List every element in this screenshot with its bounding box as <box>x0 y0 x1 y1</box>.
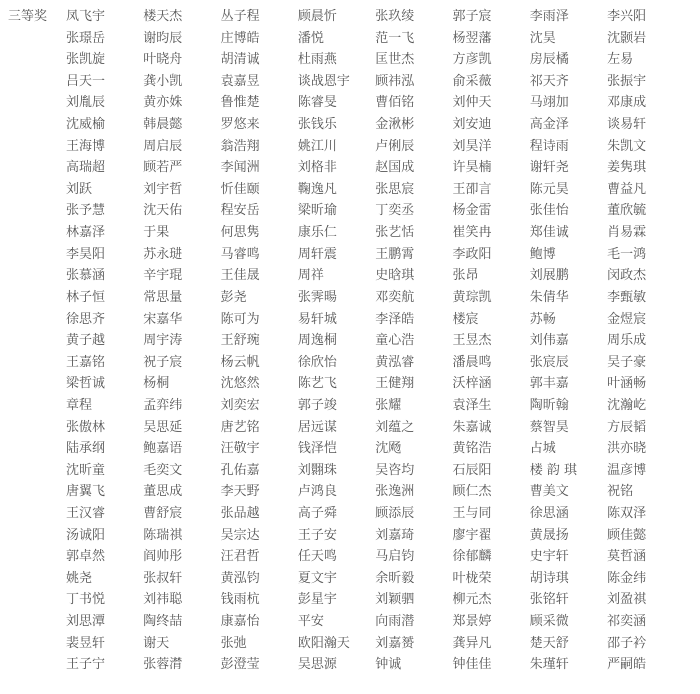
winner-name: 金煜宸 <box>607 311 647 327</box>
winner-name: 梁哲诚 <box>66 376 106 392</box>
winner-name: 王鹏霄 <box>375 246 415 262</box>
winner-name: 楚天舒 <box>529 635 569 651</box>
winner-name: 向雨潜 <box>375 614 415 630</box>
winner-name: 张铭轩 <box>529 592 569 608</box>
winner-name: 吴宗达 <box>220 527 260 543</box>
winner-name: 刘奕宏 <box>220 397 260 413</box>
winner-name: 闵政杰 <box>607 268 647 284</box>
winner-name: 徐欣怡 <box>297 354 337 370</box>
winner-name: 黄琮凯 <box>452 289 492 305</box>
winner-name: 刘祎聪 <box>143 592 183 608</box>
winner-name: 鞠逸凡 <box>297 181 337 197</box>
winner-name: 王健翔 <box>375 376 415 392</box>
winner-name: 曹益凡 <box>607 181 647 197</box>
winner-name: 宋嘉华 <box>143 311 183 327</box>
winner-name: 杜雨燕 <box>297 52 337 68</box>
winner-name: 任天鸣 <box>297 549 337 565</box>
winner-name: 刘颖驷 <box>375 592 415 608</box>
winner-name: 张耀 <box>375 397 402 413</box>
winner-name: 张璟岳 <box>66 30 106 46</box>
winner-name: 陈双泽 <box>607 506 647 522</box>
winner-name: 楼宸 <box>452 311 479 327</box>
winner-name: 周逸桐 <box>297 333 337 349</box>
winner-name: 沈昕童 <box>66 462 106 478</box>
winner-name: 沈昊 <box>529 30 556 46</box>
winner-name: 裴昱轩 <box>66 635 106 651</box>
winner-name: 刘翾珠 <box>297 462 337 478</box>
winner-name: 黄亦姝 <box>143 95 183 111</box>
winner-name: 胡诗琪 <box>529 570 569 586</box>
winner-name: 王子安 <box>297 527 337 543</box>
winner-name: 张品越 <box>220 506 260 522</box>
winner-name: 杨云帆 <box>220 354 260 370</box>
winner-name: 谈战恩宇 <box>297 73 350 89</box>
winner-name: 刘跃 <box>66 181 93 197</box>
winner-name: 祝子宸 <box>143 354 183 370</box>
winner-name: 匡世杰 <box>375 52 415 68</box>
winner-name: 刘昊洋 <box>452 138 492 154</box>
winner-name: 丁书悦 <box>66 592 106 608</box>
winner-name: 杨翌藩 <box>452 30 492 46</box>
winner-name: 刘伟嘉 <box>529 333 569 349</box>
winner-name: 许昊楠 <box>452 160 492 176</box>
winner-name: 李兴阳 <box>607 9 647 24</box>
winner-name: 陈瑞祺 <box>143 527 183 543</box>
winner-name: 陈艺飞 <box>297 376 337 392</box>
winner-name: 陆承纲 <box>66 441 106 457</box>
winner-name: 钟佳佳 <box>452 657 492 673</box>
winner-name: 林子恒 <box>66 289 106 305</box>
winner-name: 刘思潭 <box>66 614 106 630</box>
winner-name: 郭卓然 <box>66 549 106 565</box>
winner-name: 孟弈纬 <box>143 397 183 413</box>
winner-name: 楼天杰 <box>143 9 183 24</box>
winner-name: 曹舒宸 <box>143 506 183 522</box>
winner-name: 崔笑冉 <box>452 225 492 241</box>
winner-name: 余昕毅 <box>375 570 415 586</box>
winner-name: 姚江川 <box>297 138 337 154</box>
winner-name: 张叔轩 <box>143 570 183 586</box>
winner-name: 顾晨忻 <box>297 9 337 24</box>
winner-name: 王海博 <box>66 138 106 154</box>
winner-name: 刘安迪 <box>452 117 492 133</box>
winner-name: 张思宸 <box>375 181 415 197</box>
winner-name: 王与同 <box>452 506 492 522</box>
winner-name: 胡清诚 <box>220 52 260 68</box>
winner-name: 彭澄莹 <box>220 657 260 673</box>
winner-name: 李天野 <box>220 484 260 500</box>
winner-name: 黄晟扬 <box>529 527 569 543</box>
winner-name: 郑佳诚 <box>529 225 569 241</box>
winner-name: 卢俐辰 <box>375 138 415 154</box>
winner-name: 楼 韵 琪 <box>529 462 578 478</box>
winner-name: 吴咨均 <box>375 462 415 478</box>
winner-name: 廖宇翟 <box>452 527 492 543</box>
winner-name: 沈天佑 <box>143 203 183 219</box>
winner-name: 吴思源 <box>297 657 337 673</box>
winner-name: 刘嘉赟 <box>375 635 415 651</box>
winner-name: 罗悠来 <box>220 117 260 133</box>
winner-name: 顾祎泓 <box>375 73 415 89</box>
winner-name: 潘悦 <box>297 30 324 46</box>
winner-name: 庄博皓 <box>220 30 260 46</box>
winner-name: 王舒琬 <box>220 333 260 349</box>
winner-name: 钱泽恺 <box>297 441 337 457</box>
winner-name: 周祥 <box>297 268 324 284</box>
winner-name: 吴思延 <box>143 419 183 435</box>
winner-name: 邵子衿 <box>607 635 647 651</box>
winner-name: 顾佳懿 <box>607 527 647 543</box>
winner-name: 肖易霖 <box>607 225 647 241</box>
winner-name: 刘胤辰 <box>66 95 106 111</box>
winner-name: 谢天 <box>143 635 170 651</box>
winner-name: 姜隽琪 <box>607 160 647 176</box>
winner-name: 柳元杰 <box>452 592 492 608</box>
winner-name: 鲁惟楚 <box>220 95 260 111</box>
winner-name: 赵国成 <box>375 160 415 176</box>
winner-name: 周乐成 <box>607 333 647 349</box>
winner-name: 鲍博 <box>529 246 556 262</box>
winner-name: 卢鸿良 <box>297 484 337 500</box>
winner-name: 朱瑾轩 <box>529 657 569 673</box>
winner-name: 王汉睿 <box>66 506 106 522</box>
winner-name: 李闻洲 <box>220 160 260 176</box>
winner-name: 马翊加 <box>529 95 569 111</box>
winner-name: 平安 <box>297 614 324 630</box>
winner-name: 章程 <box>66 397 93 413</box>
winner-name: 张振宇 <box>607 73 647 89</box>
winner-name: 张逸洲 <box>375 484 415 500</box>
winner-name: 程安岳 <box>220 203 260 219</box>
winner-name: 洪亦晓 <box>607 441 647 457</box>
winner-name: 黄泓钧 <box>220 570 260 586</box>
winner-name: 凤飞宇 <box>66 9 106 24</box>
winner-name: 毛一鸿 <box>607 246 647 262</box>
winner-name: 莫哲涵 <box>607 549 647 565</box>
winner-name: 严嗣皓 <box>607 657 647 673</box>
winner-name: 彭星宇 <box>297 592 337 608</box>
winner-name: 张傲林 <box>66 419 106 435</box>
winner-name: 顾采微 <box>529 614 569 630</box>
winner-name: 郭子竣 <box>297 397 337 413</box>
winner-name: 阎帅彤 <box>143 549 183 565</box>
winner-name: 方彦凯 <box>452 52 492 68</box>
winner-name: 沈颢岩 <box>607 30 647 46</box>
winner-name: 马睿鸣 <box>220 246 260 262</box>
winner-name: 居远谋 <box>297 419 337 435</box>
winner-name: 刘宇哲 <box>143 181 183 197</box>
winner-name: 张钱乐 <box>297 117 337 133</box>
winner-name: 潘晨鸣 <box>452 354 492 370</box>
winner-name: 钟诚 <box>375 657 402 673</box>
winner-name: 吴子豪 <box>607 354 647 370</box>
winner-name: 康嘉怡 <box>220 614 260 630</box>
winner-name: 顾若严 <box>143 160 183 176</box>
winner-name: 朱凯文 <box>607 138 647 154</box>
winner-name: 张玖绫 <box>375 9 415 24</box>
winner-name: 唐翼飞 <box>66 484 106 500</box>
winner-name: 常思量 <box>143 289 183 305</box>
winner-name: 翁浩翔 <box>220 138 260 154</box>
winner-name: 曹佰铭 <box>375 95 415 111</box>
winner-name: 周启辰 <box>143 138 183 154</box>
winner-name: 汪君哲 <box>220 549 260 565</box>
winner-name: 辛宇琨 <box>143 268 183 284</box>
winner-name: 刘格非 <box>297 160 337 176</box>
winner-name: 鲍嘉语 <box>143 441 183 457</box>
winner-name: 钱雨杭 <box>220 592 260 608</box>
winner-name: 史晗琪 <box>375 268 415 284</box>
winner-name: 张佳怡 <box>529 203 569 219</box>
winner-name: 苏永琎 <box>143 246 183 262</box>
winner-name: 陈睿旻 <box>297 95 337 111</box>
winner-name: 石辰阳 <box>452 462 492 478</box>
winner-name: 刘盈祺 <box>607 592 647 608</box>
winner-name: 顾仁杰 <box>452 484 492 500</box>
winner-name: 叶晓舟 <box>143 52 183 68</box>
winner-name: 刘嘉琦 <box>375 527 415 543</box>
winner-name: 韩晨懿 <box>143 117 183 133</box>
winner-name: 忻佳颐 <box>220 181 260 197</box>
winner-name: 谢昀辰 <box>143 30 183 46</box>
winner-name: 邓奕航 <box>375 289 415 305</box>
winner-name: 黄子越 <box>66 333 106 349</box>
winner-name: 李雨泽 <box>529 9 569 24</box>
winner-name: 沈悠然 <box>220 376 260 392</box>
winner-name: 曹美文 <box>529 484 569 500</box>
winner-name: 李泽皓 <box>375 311 415 327</box>
winner-name: 俞采薇 <box>452 73 492 89</box>
winner-name: 陈元昊 <box>529 181 569 197</box>
winner-name: 王卲言 <box>452 181 492 197</box>
winner-name: 欧阳瀚天 <box>297 635 350 651</box>
winner-name: 龚异凡 <box>452 635 492 651</box>
winner-name: 刘蕴之 <box>375 419 415 435</box>
winner-name: 姚尧 <box>66 570 93 586</box>
winner-name: 王子宁 <box>66 657 106 673</box>
winner-name: 彭尧 <box>220 289 247 305</box>
winner-name: 范一飞 <box>375 30 415 46</box>
winner-name: 童心浩 <box>375 333 415 349</box>
winner-name: 杨桐 <box>143 376 170 392</box>
winner-name: 郑景婷 <box>452 614 492 630</box>
winner-name: 程诗雨 <box>529 138 569 154</box>
winner-name: 张艺恬 <box>375 225 415 241</box>
winner-name: 顾添辰 <box>375 506 415 522</box>
winner-name: 林嘉泽 <box>66 225 106 241</box>
winner-name: 徐思涵 <box>529 506 569 522</box>
winner-name: 叶栊荣 <box>452 570 492 586</box>
winner-name: 张慕涵 <box>66 268 106 284</box>
winner-name: 史宇轩 <box>529 549 569 565</box>
winner-name: 高瑞超 <box>66 160 106 176</box>
winner-name: 陶昕翰 <box>529 397 569 413</box>
winner-name: 谢轩尧 <box>529 160 569 176</box>
winner-name: 李甄敏 <box>607 289 647 305</box>
winner-name: 黄铭浩 <box>452 441 492 457</box>
winner-name: 祝铭 <box>607 484 634 500</box>
winner-name: 龚小凯 <box>143 73 183 89</box>
winner-name: 张霁暘 <box>297 289 337 305</box>
winner-name: 陈可为 <box>220 311 260 327</box>
winner-name: 孔佑嘉 <box>220 462 260 478</box>
winner-name: 易轩城 <box>297 311 337 327</box>
winner-name: 陈金纬 <box>607 570 647 586</box>
winner-name: 金湫彬 <box>375 117 415 133</box>
winner-name: 汤诚阳 <box>66 527 106 543</box>
winner-name: 刘展鹏 <box>529 268 569 284</box>
winner-name: 沈飏 <box>375 441 402 457</box>
winner-name: 王佳晟 <box>220 268 260 284</box>
winner-name: 徐郁麟 <box>452 549 492 565</box>
winner-name: 沃梓涵 <box>452 376 492 392</box>
winner-name: 王嘉铭 <box>66 354 106 370</box>
winner-name: 刘仲天 <box>452 95 492 111</box>
winner-name: 祁奕涵 <box>607 614 647 630</box>
winner-name: 苏畅 <box>529 311 556 327</box>
winner-name: 张弛 <box>220 635 247 651</box>
winner-name: 王昱杰 <box>452 333 492 349</box>
award-level-label: 三等奖 <box>8 9 48 24</box>
winner-name: 房辰橘 <box>529 52 569 68</box>
winner-name: 马启钧 <box>375 549 415 565</box>
winner-name: 康乐仁 <box>297 225 337 241</box>
winner-name: 邓康成 <box>607 95 647 111</box>
winner-name: 汪敬宇 <box>220 441 260 457</box>
winner-name: 张昂 <box>452 268 479 284</box>
winner-name: 占城 <box>529 441 556 457</box>
winner-name: 朱嘉诚 <box>452 419 492 435</box>
winner-name: 何思隽 <box>220 225 260 241</box>
winner-name: 丁奕丞 <box>375 203 415 219</box>
winner-name: 朱倩华 <box>529 289 569 305</box>
winner-name: 唐艺铭 <box>220 419 260 435</box>
winner-name: 周宇涛 <box>143 333 183 349</box>
winner-name: 袁嘉昱 <box>220 73 260 89</box>
winner-name: 李政阳 <box>452 246 492 262</box>
winner-name: 张宸辰 <box>529 354 569 370</box>
winner-name: 郭丰嘉 <box>529 376 569 392</box>
winner-name: 陶终喆 <box>143 614 183 630</box>
winner-name: 李昊阳 <box>66 246 106 262</box>
winner-name: 董欣毓 <box>607 203 647 219</box>
winner-name: 方辰韬 <box>607 419 647 435</box>
winners-name-grid <box>66 8 684 678</box>
winner-name: 温彦博 <box>607 462 647 478</box>
winner-name: 叶涵畅 <box>607 376 647 392</box>
winner-name: 左易 <box>607 52 634 68</box>
winner-name: 于果 <box>143 225 170 241</box>
winner-name: 毛奕文 <box>143 462 183 478</box>
winner-name: 夏文宇 <box>297 570 337 586</box>
winner-name: 梁昕瑜 <box>297 203 337 219</box>
winner-name: 张蓉潸 <box>143 657 183 673</box>
winner-name: 郭子宸 <box>452 9 492 24</box>
winner-name: 徐思齐 <box>66 311 106 327</box>
winner-name: 蔡智昊 <box>529 419 569 435</box>
winner-name: 吕天一 <box>66 73 106 89</box>
winner-name: 董思成 <box>143 484 183 500</box>
winner-name: 高金泽 <box>529 117 569 133</box>
winner-name: 袁泽生 <box>452 397 492 413</box>
winner-name: 沈威榆 <box>66 117 106 133</box>
winner-name: 谈易轩 <box>607 117 647 133</box>
winner-name: 杨金雷 <box>452 203 492 219</box>
winner-name: 沈瀚屹 <box>607 397 647 413</box>
winner-name: 黄泓睿 <box>375 354 415 370</box>
winner-name: 祁天齐 <box>529 73 569 89</box>
winner-name: 周轩震 <box>297 246 337 262</box>
winner-name: 高子舜 <box>297 506 337 522</box>
winner-name: 张予慧 <box>66 203 106 219</box>
winner-name: 丛子程 <box>220 9 260 24</box>
winner-name: 张凯旋 <box>66 52 106 68</box>
